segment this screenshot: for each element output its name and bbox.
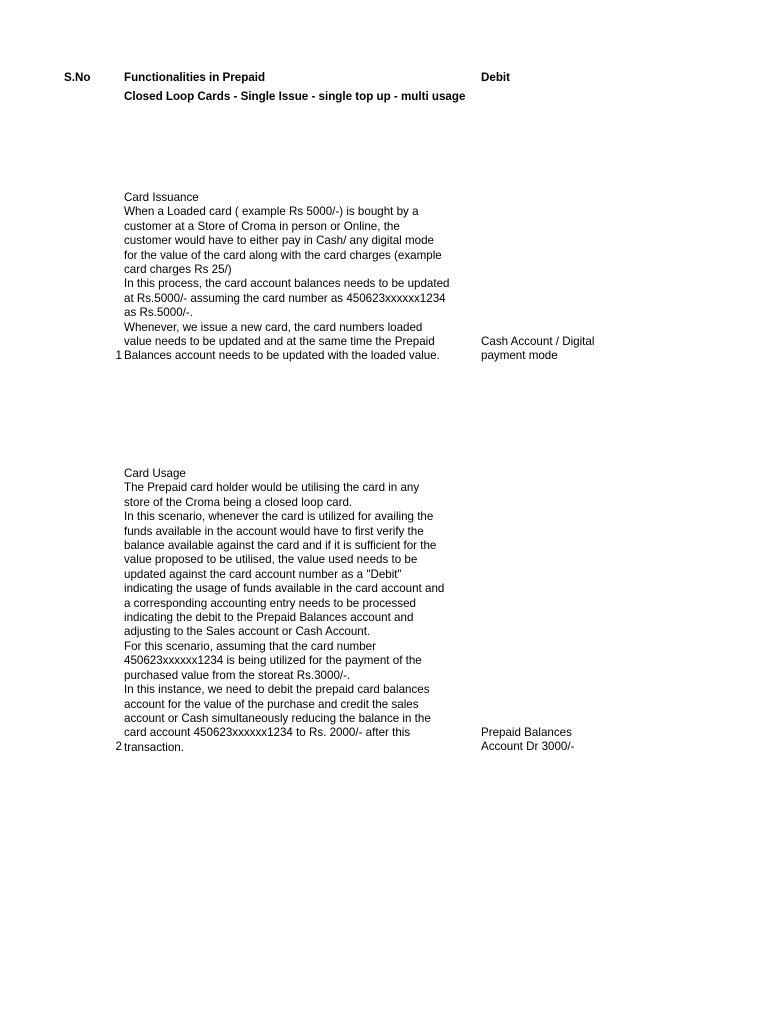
row-description: Card Issuance When a Loaded card ( example Rs 5000/-) is bought by a customer at a Store of Croma in person or Online, the customer would have to either pay in Cash/ any digital mode for the value of the card along with the card charges (example card charges Rs 25/) In this process, the card account balances needs to be updated at Rs.5000/- assuming the card number as 450623xxxxxx1234 as Rs.5000/-. Whenever, we issue a new card, the card numbers loaded value needs to be updated and at the same time the Prepaid Balances account needs to be updated with the loaded value. [124,191,450,363]
row-number: 1 [115,349,122,362]
row-debit: Prepaid Balances Account Dr 3000/- [481,726,575,754]
column-header-debit: Debit [481,71,510,84]
row-debit: Cash Account / Digital payment mode [481,335,595,363]
row-description: Card Usage The Prepaid card holder would be utilising the card in any store of the Croma being a closed loop card. In this scenario, whenever the card is utilized for availing the funds available in the account would have to first verify the balance available against the card and if it is sufficient for the value proposed to be utilised, the value used needs to be updated against the card account number as a "Debit" indicating the usage of funds available in the card account and a corresponding accounting entry needs to be processed indicating the debit to the Prepaid Balances account and adjusting to the Sales account or Cash Account. For this scenario, assuming that the card number 450623xxxxxx1234 is being utilized for the payment of the purchased value from the storeat Rs.3000/-. In this instance, we need to debit the prepaid card balances account for the value of the purchase and credit the sales account or Cash simultaneously reducing the balance in the card account 450623xxxxxx1234 to Rs. 2000/- after this transaction. [124,467,445,754]
row-number: 2 [115,740,122,753]
column-header-sno: S.No [64,71,91,84]
column-header-subtitle: Closed Loop Cards - Single Issue - single top up - multi usage [124,90,466,103]
column-header-functionalities: Functionalities in Prepaid [124,71,266,84]
